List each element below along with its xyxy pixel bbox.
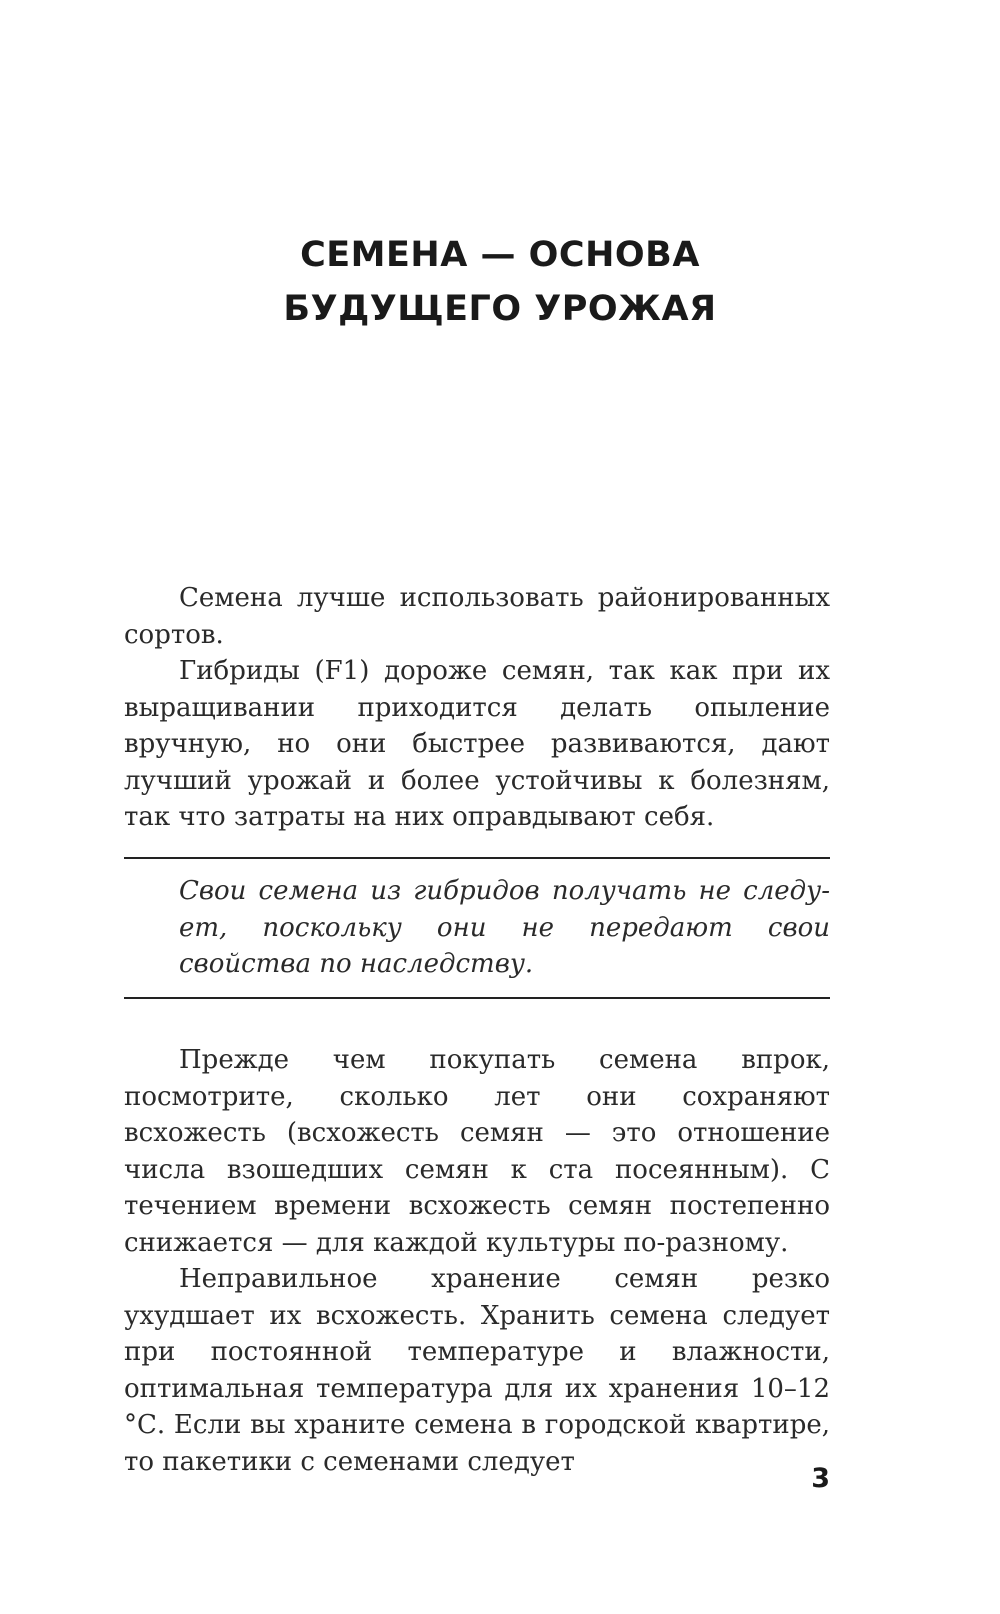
- paragraph: Гибриды (F1) дороже семян, так как при их выращивании приходится делать опыление вручную, но они быстрее развиваются, дают лучший урожай и более устойчивы к болезням, так что затраты на них оправдывают себя.: [124, 656, 830, 832]
- page-number: 3: [811, 1463, 830, 1494]
- callout-note: [124, 857, 830, 999]
- callout-text: Свои семена из гибридов получать не следует, поскольку они не передают свои свойства по наследству.: [179, 876, 830, 979]
- chapter-title: [0, 228, 1000, 336]
- chapter-title-line-2: БУДУЩЕГО УРОЖАЯ: [283, 289, 717, 329]
- paragraph: Семена лучше использовать районированных сортов.: [124, 583, 830, 650]
- paragraph: Прежде чем покупать семена впрок, посмотрите, сколько лет они сохраняют всхожесть (всхожесть семян — это отношение числа взошедших семян к ста посеянным). С течением времени всхожесть семян постепенно снижается — для каждой культуры по-разному.: [124, 1045, 830, 1258]
- paragraph: Неправильное хранение семян резко ухудшает их всхожесть. Хранить семена следует при постоянной температуре и влажности, оптимальная температура для их хранения 10–12 °С. Если вы храните семена в городской квартире, то пакетики с семенами следует: [124, 1264, 830, 1477]
- body-text-main: [124, 1042, 830, 1480]
- body-text-intro: [124, 580, 830, 836]
- chapter-title-line-1: СЕМЕНА — ОСНОВА: [300, 235, 700, 275]
